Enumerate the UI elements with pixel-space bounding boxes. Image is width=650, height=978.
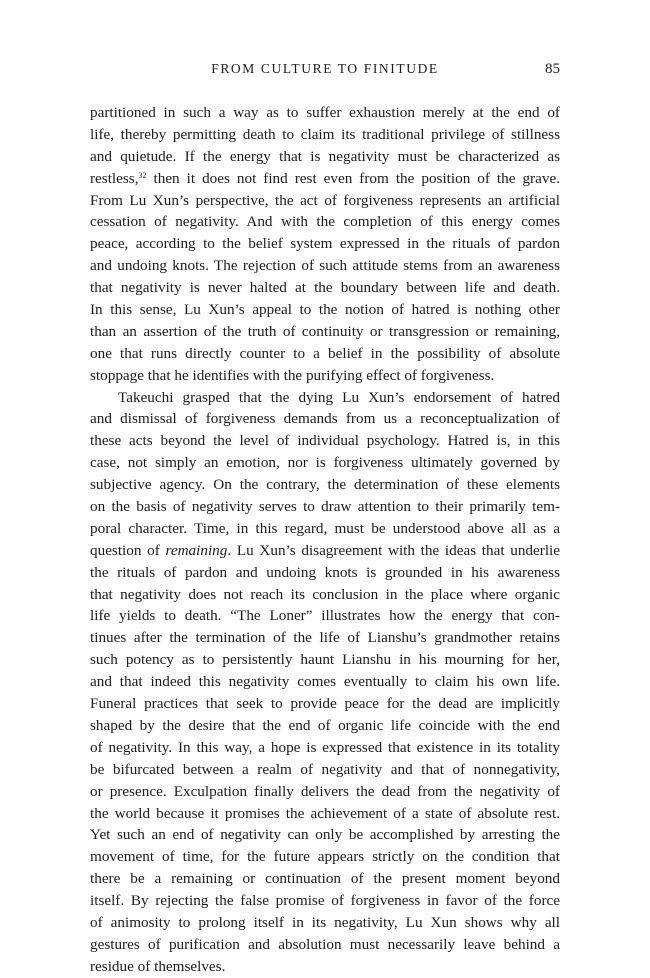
text-segment: question of [90, 541, 166, 559]
text-line: of animosity to prolong itself in its negativity, Lu Xun shows why all [90, 913, 560, 931]
text-line: one that runs directly counter to a belief in the possibility of absolute [90, 344, 560, 362]
text-line: or presence. Exculpation finally delivers the dead from the negativity of [90, 782, 560, 800]
text-line: In this sense, Lu Xun’s appeal to the notion of hatred is nothing other [90, 301, 560, 319]
text-line: From Lu Xun’s perspective, the act of forgiveness represents an artificial [90, 191, 560, 209]
text-line: peace, according to the belief system expressed in the rituals of pardon [90, 235, 560, 253]
text-line: and quietude. If the energy that is negativity must be characterized as [90, 147, 560, 165]
text-line: Funeral practices that seek to provide peace for the dead are implicitly [90, 695, 560, 713]
running-header [90, 58, 560, 80]
text-line: be bifurcated between a realm of negativity and that of nonnegativity, [90, 760, 560, 778]
text-line: that negativity does not reach its conclusion in the place where organic [90, 585, 560, 603]
text-line [90, 168, 560, 190]
running-title: FROM CULTURE TO FINITUDE [211, 61, 439, 76]
text-line: life yields to death. “The Loner” illustrates how the energy that con- [90, 607, 560, 625]
text-line: the rituals of pardon and undoing knots is grounded in his awareness [90, 563, 560, 581]
footnote-reference: 32 [138, 170, 147, 180]
text-line: and that indeed this negativity comes eventually to claim his own life. [90, 673, 560, 691]
text-line: on the basis of negativity serves to draw attention to their primarily tem- [90, 498, 560, 516]
paragraph [90, 102, 560, 387]
text-line: and dismissal of forgiveness demands from us a reconceptualization of [90, 410, 560, 428]
text-line: residue of themselves. [90, 957, 226, 975]
text-line: these acts beyond the level of individual psychology. Hatred is, in this [90, 432, 560, 450]
emphasized-word: remaining [165, 541, 228, 559]
text-line: shaped by the desire that the end of organic life coincide with the end [90, 716, 560, 734]
text-line: such potency as to persistently haunt Lianshu in his mourning for her, [90, 651, 560, 669]
text-line: poral character. Time, in this regard, must be understood above all as a [90, 519, 560, 537]
text-line: itself. By rejecting the false promise of forgiveness in favor of the force [90, 892, 560, 910]
text-line: gestures of purification and absolution must necessarily leave behind a [90, 935, 560, 953]
text-line: Takeuchi grasped that the dying Lu Xun’s endorsement of hatred [118, 388, 560, 406]
page-number: 85 [545, 61, 560, 77]
text-line [90, 540, 560, 562]
text-line: tinues after the termination of the life of Lianshu’s grandmother retains [90, 629, 560, 647]
text-line: subjective agency. On the contrary, the determination of these elements [90, 476, 560, 494]
text-line: movement of time, for the future appears strictly on the condition that [90, 848, 560, 866]
text-segment: restless, [90, 169, 139, 187]
text-line: that negativity is never halted at the boundary between life and death. [90, 279, 560, 297]
body-text [90, 102, 560, 978]
text-line: and undoing knots. The rejection of such attitude stems from an awareness [90, 257, 560, 275]
text-line: Yet such an end of negativity can only be accomplished by arresting the [90, 826, 560, 844]
text-line: of negativity. In this way, a hope is expressed that existence in its totality [90, 738, 560, 756]
text-line: the world because it promises the achievement of a state of absolute rest. [90, 804, 560, 822]
text-line: partitioned in such a way as to suffer exhaustion merely at the end of [90, 104, 560, 121]
text-segment: then it does not find rest even from the position of the grave. [146, 169, 560, 187]
text-line: stoppage that he identifies with the purifying effect of forgiveness. [90, 366, 495, 384]
text-line: there be a remaining or continuation of the present moment beyond [90, 870, 560, 888]
text-line: cessation of negativity. And with the completion of this energy comes [90, 213, 560, 231]
text-line: life, thereby permitting death to claim its traditional privilege of stillness [90, 125, 560, 143]
paragraph [90, 387, 560, 978]
text-segment: . Lu Xun’s disagreement with the ideas that underlie [227, 541, 560, 559]
text-line: case, not simply an emotion, nor is forgiveness ultimately governed by [90, 454, 560, 472]
text-line: than an assertion of the truth of continuity or transgression or remaining, [90, 322, 560, 340]
